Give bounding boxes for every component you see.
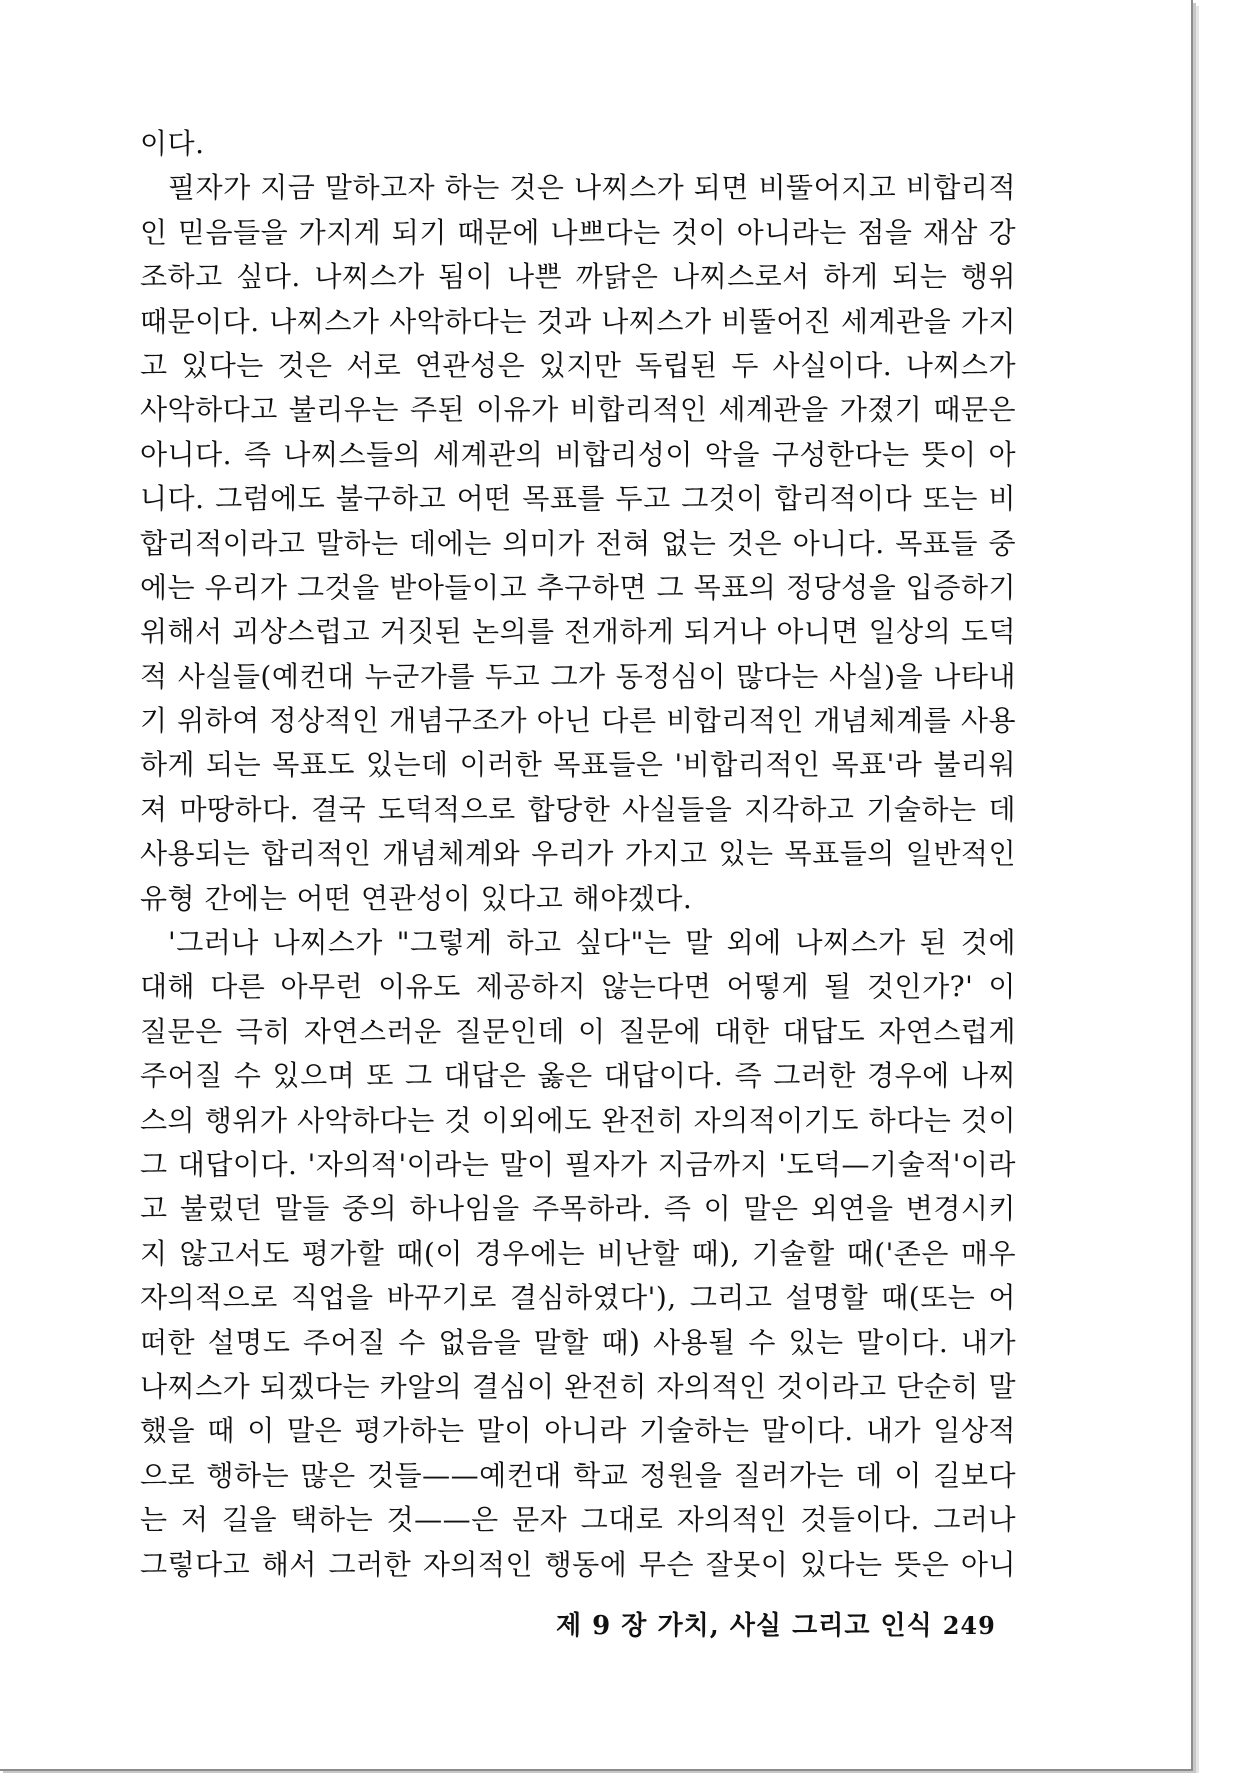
text-line: 자의적으로 직업을 바꾸기로 결심하였다'), 그리고 설명할 때(또는 어 xyxy=(140,1281,1016,1315)
text-line: 으로 행하는 많은 것들——예컨대 학교 정원을 질러가는 데 이 길보다 xyxy=(140,1458,1016,1492)
text-line: 인 믿음들을 가지게 되기 때문에 나쁘다는 것이 아니라는 점을 재삼 강 xyxy=(140,215,1016,249)
text-line: 이다. xyxy=(140,127,205,160)
text-line: 사용되는 합리적인 개념체계와 우리가 가지고 있는 목표들의 일반적인 xyxy=(140,837,1016,871)
text-line: 는 저 길을 택하는 것——은 문자 그대로 자의적인 것들이다. 그러나 xyxy=(140,1503,1016,1537)
text-line: 에는 우리가 그것을 받아들이고 추구하면 그 목표의 정당성을 입증하기 xyxy=(140,570,1016,604)
text-line: 져 마땅하다. 결국 도덕적으로 합당한 사실들을 지각하고 기술하는 데 xyxy=(140,792,1016,826)
text-line: 필자가 지금 말하고자 하는 것은 나찌스가 되면 비뚤어지고 비합리적 xyxy=(168,171,1016,205)
chapter-title: 제 9 장 가치, 사실 그리고 인식 xyxy=(556,1611,933,1641)
text-line: 그 대답이다. '자의적'이라는 말이 필자가 지금까지 '도덕—기술적'이라 xyxy=(140,1147,1016,1181)
text-line: 하게 되는 목표도 있는데 이러한 목표들은 '비합리적인 목표'라 불리워 xyxy=(140,748,1016,782)
text-line: 지 않고서도 평가할 때(이 경우에는 비난할 때), 기술할 때('존은 매우 xyxy=(140,1236,1016,1270)
text-line: 니다. 그럼에도 불구하고 어떤 목표를 두고 그것이 합리적이다 또는 비 xyxy=(140,482,1016,516)
text-line: 주어질 수 있으며 또 그 대답은 옳은 대답이다. 즉 그러한 경우에 나찌 xyxy=(140,1059,1016,1093)
text-line: 조하고 싶다. 나찌스가 됨이 나쁜 까닭은 나찌스로서 하게 되는 행위 xyxy=(140,260,1016,294)
text-line: 나찌스가 되겠다는 카알의 결심이 완전히 자의적인 것이라고 단순히 말 xyxy=(140,1369,1016,1403)
body-text xyxy=(140,122,1016,1587)
page-footer xyxy=(556,1605,996,1642)
text-line: 유형 간에는 어떤 연관성이 있다고 해야겠다. xyxy=(140,881,693,915)
text-line: 질문은 극히 자연스러운 질문인데 이 질문에 대한 대답도 자연스럽게 xyxy=(140,1014,1016,1048)
text-line: 적 사실들(예컨대 누군가를 두고 그가 동정심이 많다는 사실)을 나타내 xyxy=(140,659,1016,693)
text-line: 위해서 괴상스럽고 거짓된 논의를 전개하게 되거나 아니면 일상의 도덕 xyxy=(140,615,1016,649)
text-line: 떠한 설명도 주어질 수 없음을 말할 때) 사용될 수 있는 말이다. 내가 xyxy=(140,1325,1016,1359)
text-line: 스의 행위가 사악하다는 것 이외에도 완전히 자의적이기도 하다는 것이 xyxy=(140,1103,1016,1137)
text-line: 그렇다고 해서 그러한 자의적인 행동에 무슨 잘못이 있다는 뜻은 아니 xyxy=(140,1547,1016,1581)
text-line: 기 위하여 정상적인 개념구조가 아닌 다른 비합리적인 개념체계를 사용 xyxy=(140,704,1016,738)
text-line: 합리적이라고 말하는 데에는 의미가 전혀 없는 것은 아니다. 목표들 중 xyxy=(140,526,1016,560)
text-line: 했을 때 이 말은 평가하는 말이 아니라 기술하는 말이다. 내가 일상적 xyxy=(140,1414,1016,1448)
text-line: '그러나 나찌스가 "그렇게 하고 싶다"는 말 외에 나찌스가 된 것에 xyxy=(168,926,1016,960)
text-line: 고 있다는 것은 서로 연관성은 있지만 독립된 두 사실이다. 나찌스가 xyxy=(140,348,1016,382)
page-number: 249 xyxy=(942,1611,996,1640)
text-line: 고 불렀던 말들 중의 하나임을 주목하라. 즉 이 말은 외연을 변경시키 xyxy=(140,1192,1016,1226)
text-line: 때문이다. 나찌스가 사악하다는 것과 나찌스가 비뚤어진 세계관을 가지 xyxy=(140,304,1016,338)
text-line: 사악하다고 불리우는 주된 이유가 비합리적인 세계관을 가졌기 때문은 xyxy=(140,393,1016,427)
text-line: 대해 다른 아무런 이유도 제공하지 않는다면 어떻게 될 것인가?' 이 xyxy=(140,970,1016,1004)
text-line: 아니다. 즉 나찌스들의 세계관의 비합리성이 악을 구성한다는 뜻이 아 xyxy=(140,437,1016,471)
